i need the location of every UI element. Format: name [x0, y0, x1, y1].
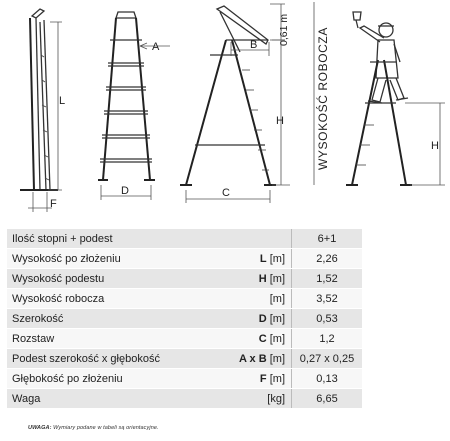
dim-label-D: D	[121, 185, 129, 197]
table-row	[7, 309, 362, 329]
row-value: 1,52	[292, 269, 363, 289]
table-row	[7, 349, 362, 369]
table-row	[7, 249, 362, 269]
row-value: 6,65	[292, 389, 363, 409]
dim-label-H-front: H	[276, 115, 284, 127]
table-row	[7, 289, 362, 309]
row-label: Szerokość	[7, 309, 211, 329]
row-label: Waga	[7, 389, 211, 409]
working-height-label: WYSOKOŚĆ ROBOCZA	[316, 27, 330, 170]
row-label: Rozstaw	[7, 329, 211, 349]
row-value: 0,13	[292, 369, 363, 389]
dim-label-F: F	[50, 198, 57, 210]
folded-ladder-side-view	[20, 9, 65, 212]
row-label: Podest szerokość x głębokość	[7, 349, 211, 369]
row-symbol-unit: [kg]	[211, 389, 292, 409]
table-row	[7, 269, 362, 289]
row-label: Wysokość robocza	[7, 289, 211, 309]
footnote-label: UWAGA:	[28, 425, 52, 431]
front-view	[98, 12, 170, 200]
specification-table	[7, 229, 362, 409]
person-on-ladder-illustration	[314, 2, 445, 185]
dim-label-B: B	[250, 39, 258, 51]
row-value: 3,52	[292, 289, 363, 309]
row-label: Wysokość po złożeniu	[7, 249, 211, 269]
row-label: Głębokość po złożeniu	[7, 369, 211, 389]
row-symbol-unit: [m]	[211, 289, 292, 309]
row-value: 0,53	[292, 309, 363, 329]
row-value: 6+1	[292, 229, 363, 249]
dim-label-H-person: H	[431, 140, 439, 152]
row-label: Ilość stopni + podest	[7, 229, 211, 249]
row-symbol-unit: F [m]	[211, 369, 292, 389]
row-label: Wysokość podestu	[7, 269, 211, 289]
dim-label-gap: 0,61 m	[278, 13, 290, 46]
footnote	[28, 425, 159, 431]
row-symbol-unit: D [m]	[211, 309, 292, 329]
table-row	[7, 389, 362, 409]
row-symbol-unit: A x B [m]	[211, 349, 292, 369]
dim-label-A: A	[152, 41, 160, 53]
row-value: 0,27 x 0,25	[292, 349, 363, 369]
dim-label-C: C	[222, 187, 230, 199]
table-row	[7, 329, 362, 349]
table-row	[7, 229, 362, 249]
table-row	[7, 369, 362, 389]
row-value: 2,26	[292, 249, 363, 269]
row-symbol-unit: L [m]	[211, 249, 292, 269]
row-value: 1,2	[292, 329, 363, 349]
dim-label-L: L	[59, 95, 66, 107]
row-symbol-unit	[211, 229, 292, 249]
open-ladder-side-view	[180, 4, 290, 203]
row-symbol-unit: H [m]	[211, 269, 292, 289]
footnote-text: Wymiary podane w tabeli są orientacyjne.	[51, 425, 159, 431]
row-symbol-unit: C [m]	[211, 329, 292, 349]
